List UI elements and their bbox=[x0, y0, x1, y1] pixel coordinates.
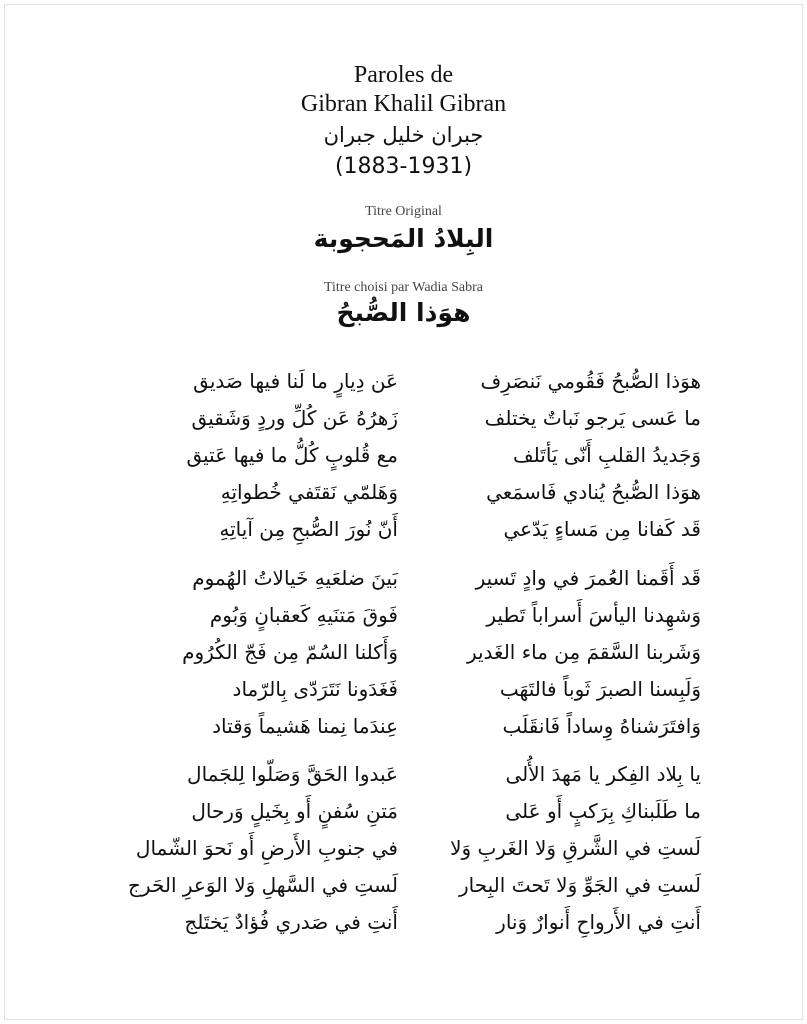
verse-second-hemistich: فَغَدَونا نَتَرَدّى بِالرّماد bbox=[232, 677, 398, 701]
verse-first-hemistich: ما عَسى يَرجو نَباتٌ يختلف bbox=[484, 406, 701, 430]
author-years: (1883-1931) bbox=[334, 154, 473, 179]
verse-first-hemistich: يا بِلاد الفِكر يا مَهدَ الأُلى bbox=[505, 762, 701, 786]
original-title-label: Titre Original bbox=[365, 204, 442, 219]
verse-first-hemistich: وَجَديدُ القلبِ أَنّى يَأتَلف bbox=[512, 443, 701, 467]
verse-first-hemistich: لَستِ في الشَّرقِ وَلا الغَربِ وَلا bbox=[450, 836, 701, 860]
chosen-title-label: Titre choisi par Wadia Sabra bbox=[323, 280, 484, 295]
verse-first-hemistich: وَشهِدنا اليأسَ أَسراباً تَطير bbox=[486, 603, 701, 627]
verse-second-hemistich: زَهرُهُ عَن كُلِّ وردٍ وَشَقيق bbox=[191, 406, 398, 430]
verse-first-hemistich: أَنتِ في الأَرواحِ أَنوارٌ وَنار bbox=[496, 910, 701, 934]
verse-second-hemistich: لَستِ في السَّهلِ وَلا الوَعرِ الحَرج bbox=[128, 873, 398, 897]
chosen-title: هوَذا الصُّبحُ bbox=[336, 298, 471, 327]
verse-first-hemistich: هوَذا الصُّبحُ يُنادي فَاسمَعي bbox=[486, 480, 701, 504]
verse-first-hemistich: وَشَربنا السَّقمَ مِن ماء الغَدير bbox=[466, 640, 701, 664]
verse-second-hemistich: فَوقَ مَتنَيهِ كَعقبانٍ وَبُوم bbox=[209, 603, 398, 627]
verse-second-hemistich: عَن دِيارٍ ما لَنا فيها صَديق bbox=[193, 369, 398, 393]
verse-second-hemistich: عِندَما نِمنا هَشيماً وَقتاد bbox=[212, 714, 398, 738]
author-name-arabic: جبران خليل جبران bbox=[323, 123, 484, 147]
verse-second-hemistich: وَأَكلنا السُمّ مِن فَجّ الكُرُوم bbox=[182, 640, 398, 664]
verse-first-hemistich: ما طَلَبناكِ بِرَكبٍ أَو عَلى bbox=[505, 799, 701, 823]
verse-second-hemistich: بَينَ ضلعَيهِ خَيالاتُ الهُموم bbox=[192, 566, 398, 590]
verse-second-hemistich: مع قُلوبٍ كُلُّ ما فيها عَتيق bbox=[186, 443, 398, 467]
header-line-1: Paroles de bbox=[353, 62, 454, 88]
verse-second-hemistich: مَتنِ سُفنٍ أَو بِخَيلٍ وَرحال bbox=[191, 799, 398, 823]
verse-first-hemistich: قَد أَقَمنا العُمرَ في وادٍ تَسير bbox=[475, 566, 701, 590]
verse-first-hemistich: وَلَبِسنا الصبرَ ثَوباً فالتَهَب bbox=[499, 677, 701, 701]
verse-second-hemistich: عَبدوا الحَقَّ وَصَلّوا لِلجَمال bbox=[187, 762, 398, 786]
author-name: Gibran Khalil Gibran bbox=[300, 91, 507, 117]
verse-second-hemistich: وَهَلمّي نَقتَفي خُطواتِهِ bbox=[220, 480, 398, 504]
verse-first-hemistich: وَافتَرَشناهُ وِساداً فَانقَلَب bbox=[502, 714, 701, 738]
verse-first-hemistich: لَستِ في الجَوِّ وَلا تَحتَ البِحار bbox=[458, 873, 701, 897]
original-title: البِلادُ المَحجوبة bbox=[313, 224, 494, 253]
verse-first-hemistich: هوَذا الصُّبحُ فَقُومي نَنصَرِف bbox=[480, 369, 701, 393]
verse-second-hemistich: أَنّ نُورَ الصُّبحِ مِن آياتِهِ bbox=[219, 517, 398, 541]
verse-second-hemistich: أَنتِ في صَدري فُؤادٌ يَختَلج bbox=[184, 910, 398, 934]
verse-first-hemistich: قَد كَفانا مِن مَساءٍ يَدّعي bbox=[503, 517, 701, 541]
verse-second-hemistich: في جنوبِ الأَرضِ أَو نَحوَ الشّمال bbox=[135, 836, 398, 860]
